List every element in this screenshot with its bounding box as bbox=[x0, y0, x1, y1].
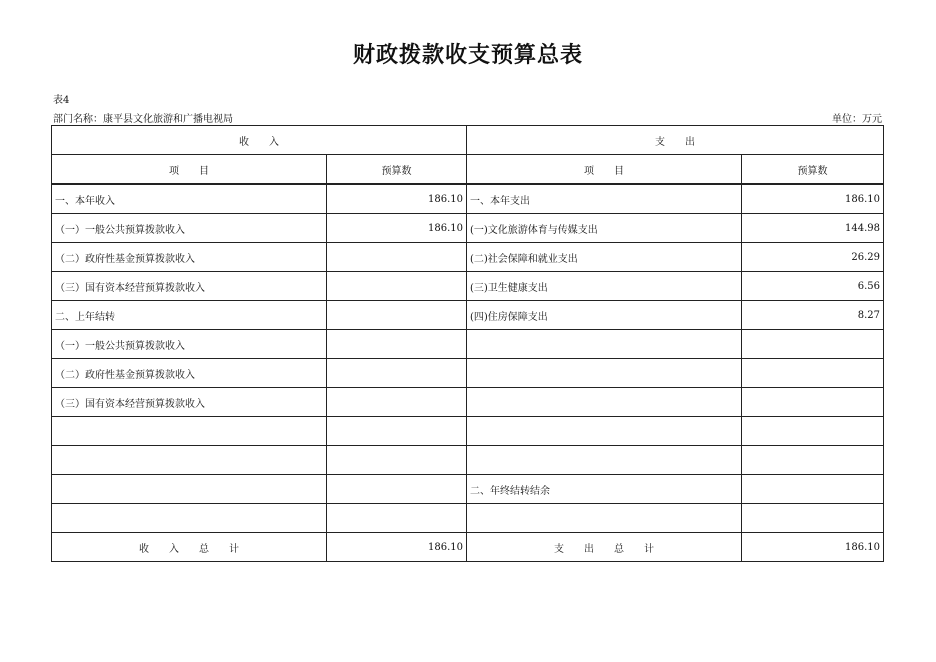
income-amount-cell bbox=[327, 243, 467, 272]
expense-item-cell: (四)住房保障支出 bbox=[467, 301, 742, 330]
income-item-cell: （三）国有资本经营预算拨款收入 bbox=[52, 272, 327, 301]
expense-item-cell: 二、年终结转结余 bbox=[467, 475, 742, 504]
expense-amount-cell: 6.56 bbox=[742, 272, 884, 301]
expense-item-cell bbox=[467, 417, 742, 446]
budget-table bbox=[51, 125, 884, 562]
expense-total-label: 支 出 总 计 bbox=[467, 533, 742, 562]
page-title: 财政拨款收支预算总表 bbox=[352, 42, 583, 68]
income-amount-cell: 186.10 bbox=[327, 184, 467, 214]
table-row bbox=[52, 184, 884, 214]
income-amount-cell bbox=[327, 330, 467, 359]
income-item-cell bbox=[52, 417, 327, 446]
table-row bbox=[52, 475, 884, 504]
column-header-row bbox=[52, 155, 884, 185]
income-item-cell bbox=[52, 475, 327, 504]
expense-total-amount: 186.10 bbox=[742, 533, 884, 562]
income-amount-cell: 186.10 bbox=[327, 214, 467, 243]
income-amount-cell bbox=[327, 388, 467, 417]
table-row bbox=[52, 388, 884, 417]
income-item-cell: 二、上年结转 bbox=[52, 301, 327, 330]
expense-amount-cell bbox=[742, 417, 884, 446]
totals-row bbox=[52, 533, 884, 562]
table-row bbox=[52, 504, 884, 533]
expense-group-header: 支 出 bbox=[467, 126, 884, 155]
income-item-cell: （一）一般公共预算拨款收入 bbox=[52, 330, 327, 359]
income-item-header: 项 目 bbox=[52, 155, 327, 185]
table-row bbox=[52, 359, 884, 388]
income-amount-cell bbox=[327, 475, 467, 504]
expense-item-cell: 一、本年支出 bbox=[467, 184, 742, 214]
income-amount-cell bbox=[327, 446, 467, 475]
expense-item-cell bbox=[467, 330, 742, 359]
expense-amount-cell: 144.98 bbox=[742, 214, 884, 243]
expense-item-cell: (一)文化旅游体育与传媒支出 bbox=[467, 214, 742, 243]
table-number: 表4 bbox=[53, 95, 70, 106]
table-row bbox=[52, 272, 884, 301]
income-amount-cell bbox=[327, 359, 467, 388]
income-amount-cell bbox=[327, 417, 467, 446]
expense-amount-cell bbox=[742, 388, 884, 417]
expense-item-cell: (三)卫生健康支出 bbox=[467, 272, 742, 301]
expense-item-cell bbox=[467, 504, 742, 533]
expense-amount-header: 预算数 bbox=[742, 155, 884, 185]
income-amount-cell bbox=[327, 301, 467, 330]
expense-item-cell bbox=[467, 446, 742, 475]
expense-amount-cell bbox=[742, 504, 884, 533]
table-row bbox=[52, 243, 884, 272]
expense-amount-cell bbox=[742, 330, 884, 359]
table-row bbox=[52, 446, 884, 475]
table-row bbox=[52, 330, 884, 359]
income-group-header: 收 入 bbox=[52, 126, 467, 155]
income-amount-header: 预算数 bbox=[327, 155, 467, 185]
expense-amount-cell: 8.27 bbox=[742, 301, 884, 330]
table-row bbox=[52, 417, 884, 446]
income-total-label: 收 入 总 计 bbox=[52, 533, 327, 562]
department-name: 部门名称：康平县文化旅游和广播电视局 bbox=[53, 114, 233, 125]
unit-label: 单位：万元 bbox=[832, 114, 882, 125]
expense-amount-cell bbox=[742, 359, 884, 388]
expense-amount-cell: 186.10 bbox=[742, 184, 884, 214]
income-item-cell bbox=[52, 504, 327, 533]
income-item-cell bbox=[52, 446, 327, 475]
income-item-cell: （二）政府性基金预算拨款收入 bbox=[52, 359, 327, 388]
expense-item-cell: (二)社会保障和就业支出 bbox=[467, 243, 742, 272]
income-item-cell: （三）国有资本经营预算拨款收入 bbox=[52, 388, 327, 417]
table-row bbox=[52, 301, 884, 330]
income-item-cell: 一、本年收入 bbox=[52, 184, 327, 214]
expense-amount-cell bbox=[742, 475, 884, 504]
expense-item-cell bbox=[467, 359, 742, 388]
expense-amount-cell bbox=[742, 446, 884, 475]
income-total-amount: 186.10 bbox=[327, 533, 467, 562]
expense-amount-cell: 26.29 bbox=[742, 243, 884, 272]
table-row bbox=[52, 214, 884, 243]
income-item-cell: （一）一般公共预算拨款收入 bbox=[52, 214, 327, 243]
income-item-cell: （二）政府性基金预算拨款收入 bbox=[52, 243, 327, 272]
expense-item-header: 项 目 bbox=[467, 155, 742, 185]
group-header-row bbox=[52, 126, 884, 155]
income-amount-cell bbox=[327, 272, 467, 301]
expense-item-cell bbox=[467, 388, 742, 417]
income-amount-cell bbox=[327, 504, 467, 533]
